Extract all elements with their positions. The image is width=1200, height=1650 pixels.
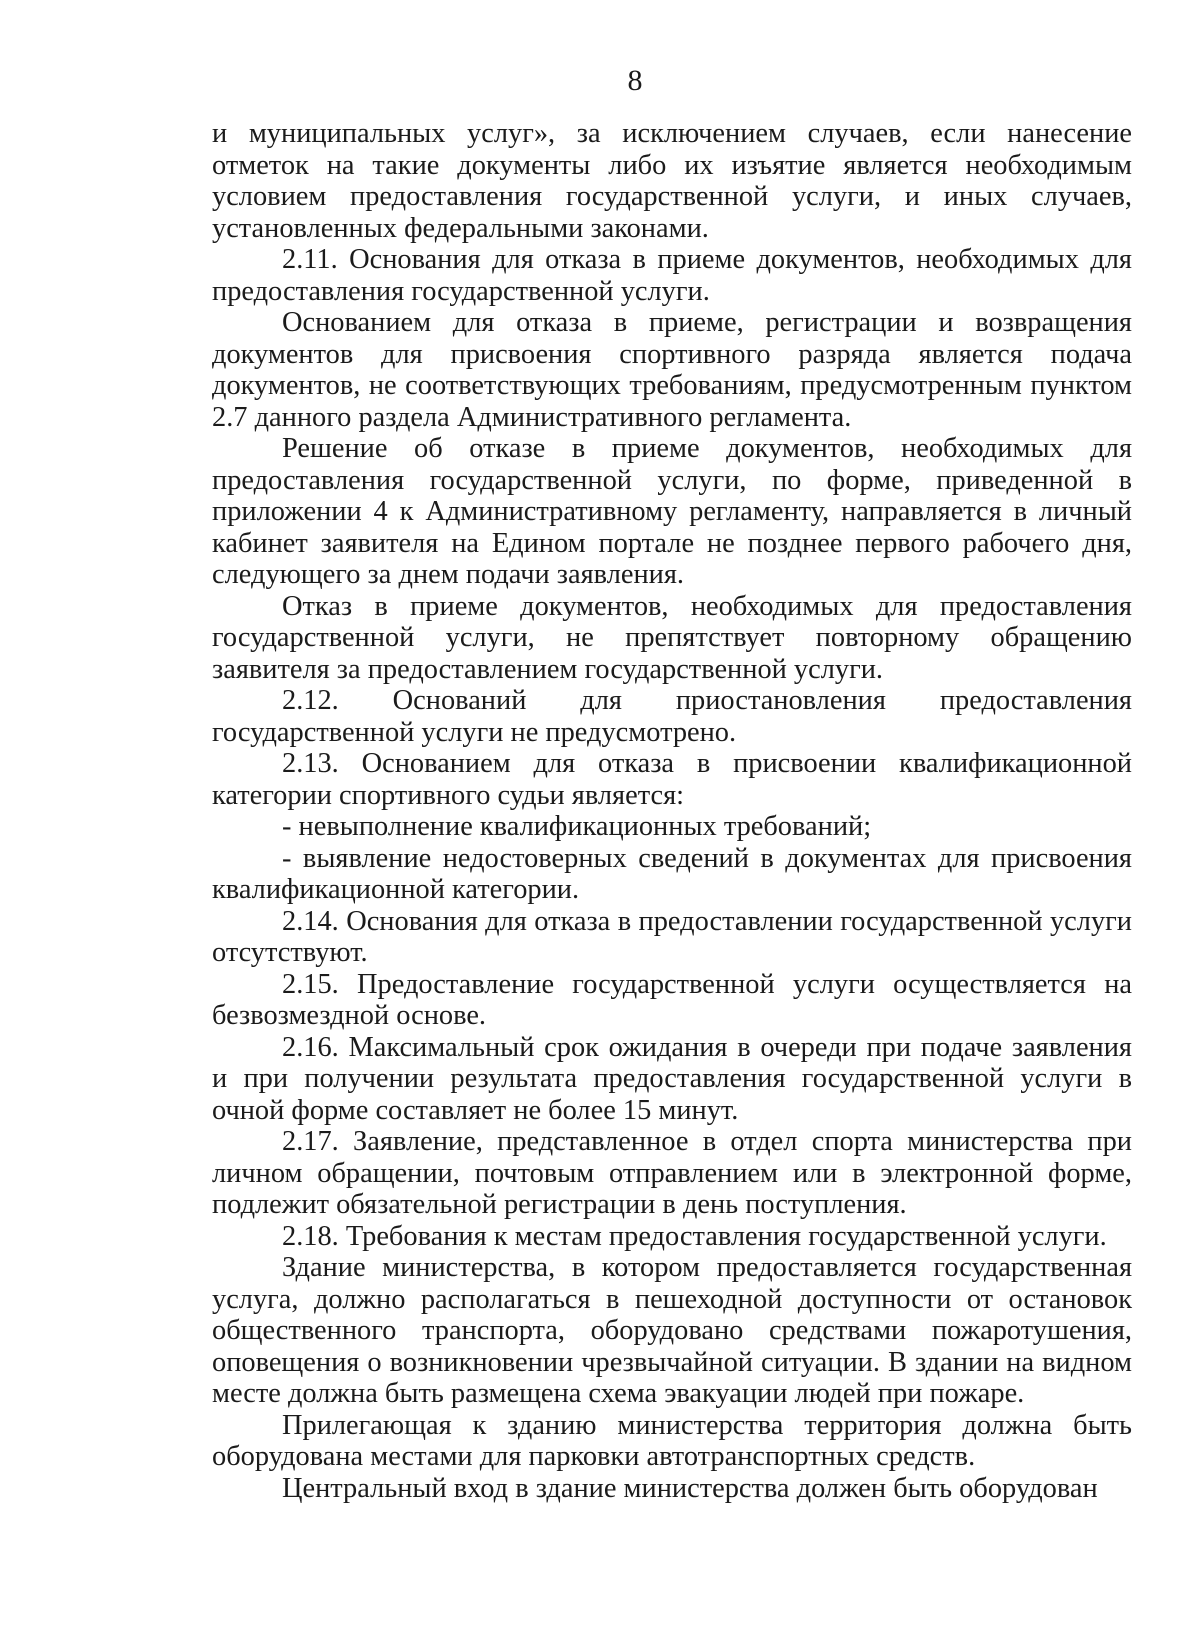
paragraph: Прилегающая к зданию министерства территория должна быть оборудована местами для парковки автотранспортных средств.	[212, 1409, 1132, 1472]
paragraph: - невыполнение квалификационных требований;	[282, 811, 872, 842]
paragraph: 2.13. Основанием для отказа в присвоении квалификационной категории спортивного судьи является:	[212, 748, 1132, 811]
paragraph: Основанием для отказа в приеме, регистрации и возвращения документов для присвоения спортивного разряда является подача документов, не соответствующих требованиям, предусмотренным пунктом 2.7 данного раздела Административного регламента.	[212, 307, 1132, 433]
paragraph: 2.17. Заявление, представленное в отдел спорта министерства при личном обращении, почтовым отправлением или в электронной форме, подлежит обязательной регистрации в день поступления.	[212, 1126, 1132, 1220]
paragraph: 2.11. Основания для отказа в приеме документов, необходимых для предоставления государственной услуги.	[212, 244, 1132, 307]
paragraph: Отказ в приеме документов, необходимых для предоставления государственной услуги, не препятствует повторному обращению заявителя за предоставлением государственной услуги.	[212, 590, 1132, 685]
page-number: 8	[627, 64, 643, 97]
paragraph: 2.12. Оснований для приостановления предоставления государственной услуги не предусмотрено.	[212, 685, 1132, 748]
document-body	[212, 118, 1132, 1504]
paragraph: и муниципальных услуг», за исключением случаев, если нанесение отметок на такие документы либо их изъятие является необходимым условием предоставления государственной услуги, и иных случаев, установленных федеральными законами.	[212, 118, 1132, 244]
paragraph: - выявление недостоверных сведений в документах для присвоения квалификационной категории.	[212, 842, 1132, 905]
paragraph: 2.14. Основания для отказа в предоставлении государственной услуги отсутствуют.	[212, 905, 1132, 968]
paragraph: 2.15. Предоставление государственной услуги осуществляется на безвозмездной основе.	[212, 968, 1132, 1031]
paragraph: Решение об отказе в приеме документов, необходимых для предоставления государственной услуги, по форме, приведенной в приложении 4 к Административному регламенту, направляется в личный кабинет заявителя на Едином портале не позднее первого рабочего дня, следующего за днем подачи заявления.	[212, 433, 1132, 590]
paragraph: Центральный вход в здание министерства должен быть оборудован	[282, 1472, 1098, 1504]
paragraph: 2.18. Требования к местам предоставления государственной услуги.	[282, 1220, 1107, 1252]
paragraph: Здание министерства, в котором предоставляется государственная услуга, должно располагаться в пешеходной доступности от остановок общественного транспорта, оборудовано средствами пожаротушения, оповещения о возникновении чрезвычайной ситуации. В здании на видном месте должна быть размещена схема эвакуации людей при пожаре.	[212, 1252, 1132, 1409]
paragraph: 2.16. Максимальный срок ожидания в очереди при подаче заявления и при получении результата предоставления государственной услуги в очной форме составляет не более 15 минут.	[212, 1031, 1132, 1126]
